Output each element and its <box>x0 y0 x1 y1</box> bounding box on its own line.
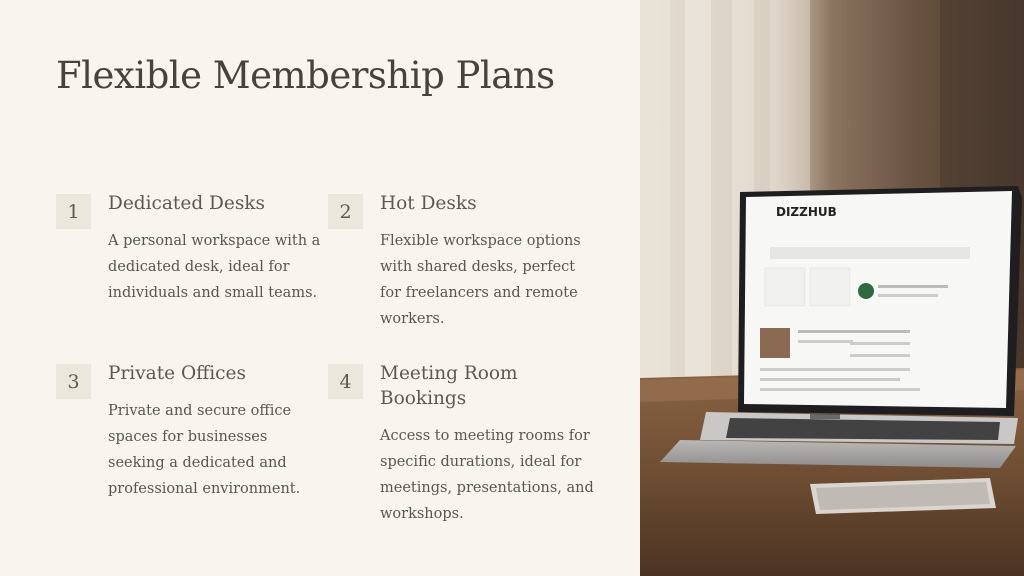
plan-number-badge: 3 <box>56 364 91 399</box>
plan-description: Flexible workspace options with shared desks, perfect for freelancers and remote workers. <box>380 233 581 327</box>
laptop-photo <box>640 0 1024 576</box>
plan-description: Private and secure office spaces for businesses seeking a dedicated and professional environment. <box>108 403 301 497</box>
plan-title: Dedicated Desks <box>108 193 266 214</box>
plan-number-badge: 2 <box>328 194 363 229</box>
plan-title: Hot Desks <box>380 193 477 214</box>
plan-description: Access to meeting rooms for specific durations, ideal for meetings, presentations, and workshops. <box>380 428 594 522</box>
screen-logo: DIZZHUB <box>776 205 837 219</box>
plan-title: Meeting Room Bookings <box>380 363 518 409</box>
plan-title: Private Offices <box>108 363 246 384</box>
plan-description: A personal workspace with a dedicated desk, ideal for individuals and small teams. <box>108 233 321 301</box>
plan-number-badge: 4 <box>328 364 363 399</box>
plan-number-badge: 1 <box>56 194 91 229</box>
page-title: Flexible Membership Plans <box>56 54 555 97</box>
